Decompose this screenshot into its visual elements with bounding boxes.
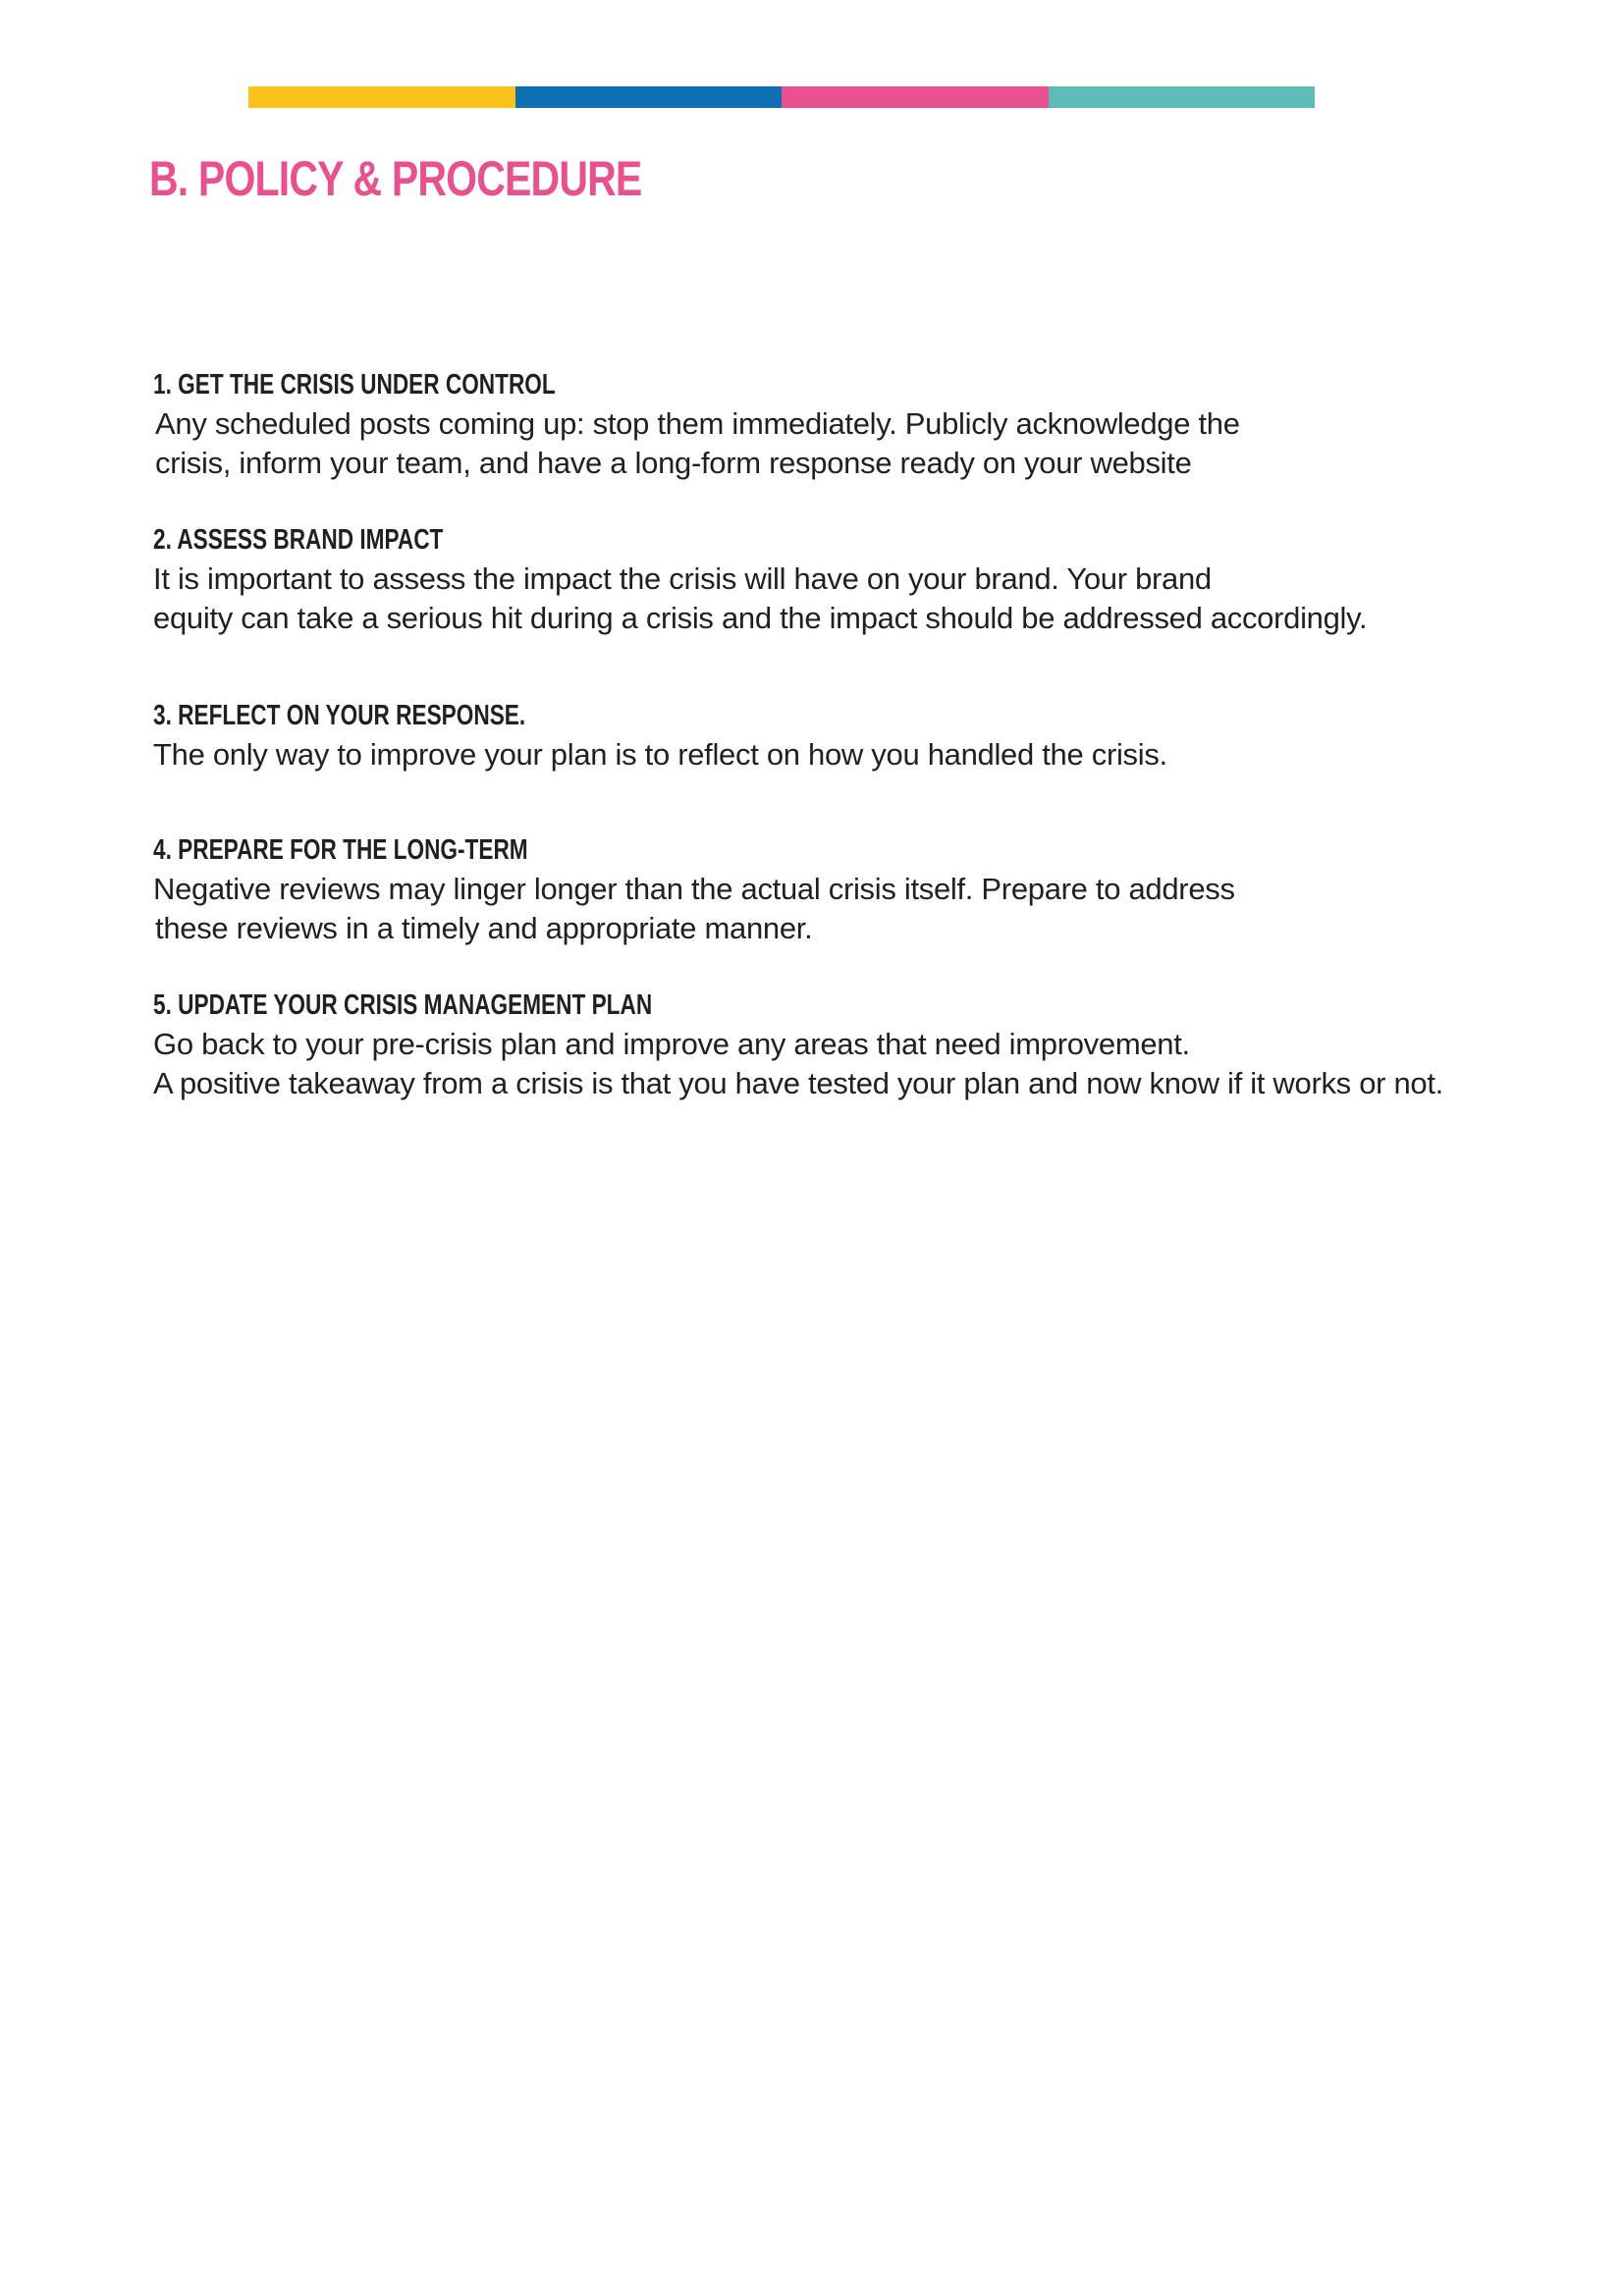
page-title: B. POLICY & PROCEDURE [149,151,642,206]
section-heading: 3. REFLECT ON YOUR RESPONSE. [153,700,526,731]
section-get-crisis-under-control [153,365,1547,483]
section-heading: 2. ASSESS BRAND IMPACT [153,524,444,556]
section-text-line: equity can take a serious hit during a crisis and the impact should be addressed accordingly. [153,601,1368,635]
color-stripe-blue [515,86,783,108]
section-assess-brand-impact [153,520,1547,638]
section-reflect-on-response [153,696,1547,774]
color-stripe-pink [782,86,1049,108]
section-text-line: these reviews in a timely and appropriate manner. [155,911,813,945]
section-text-line: Go back to your pre-crisis plan and improve any areas that need improvement. [153,1027,1190,1061]
color-stripe-yellow [248,86,515,108]
color-stripe-bar [248,86,1315,108]
section-text-line: Negative reviews may linger longer than the actual crisis itself. Prepare to address [153,872,1235,906]
section-text-line: It is important to assess the impact the crisis will have on your brand. Your brand [153,561,1212,596]
section-update-crisis-plan [153,986,1547,1103]
section-prepare-long-term [153,830,1547,948]
section-text-line: A positive takeaway from a crisis is that you have tested your plan and now know if it works or not. [153,1066,1443,1100]
section-text-line: crisis, inform your team, and have a long-form response ready on your website [155,446,1192,480]
section-text-line: Any scheduled posts coming up: stop them immediately. Publicly acknowledge the [155,406,1240,441]
section-heading: 4. PREPARE FOR THE LONG-TERM [153,834,528,866]
color-stripe-teal [1049,86,1316,108]
section-heading: 5. UPDATE YOUR CRISIS MANAGEMENT PLAN [153,989,653,1021]
section-heading: 1. GET THE CRISIS UNDER CONTROL [153,369,556,400]
section-text-line: The only way to improve your plan is to reflect on how you handled the crisis. [153,737,1167,772]
